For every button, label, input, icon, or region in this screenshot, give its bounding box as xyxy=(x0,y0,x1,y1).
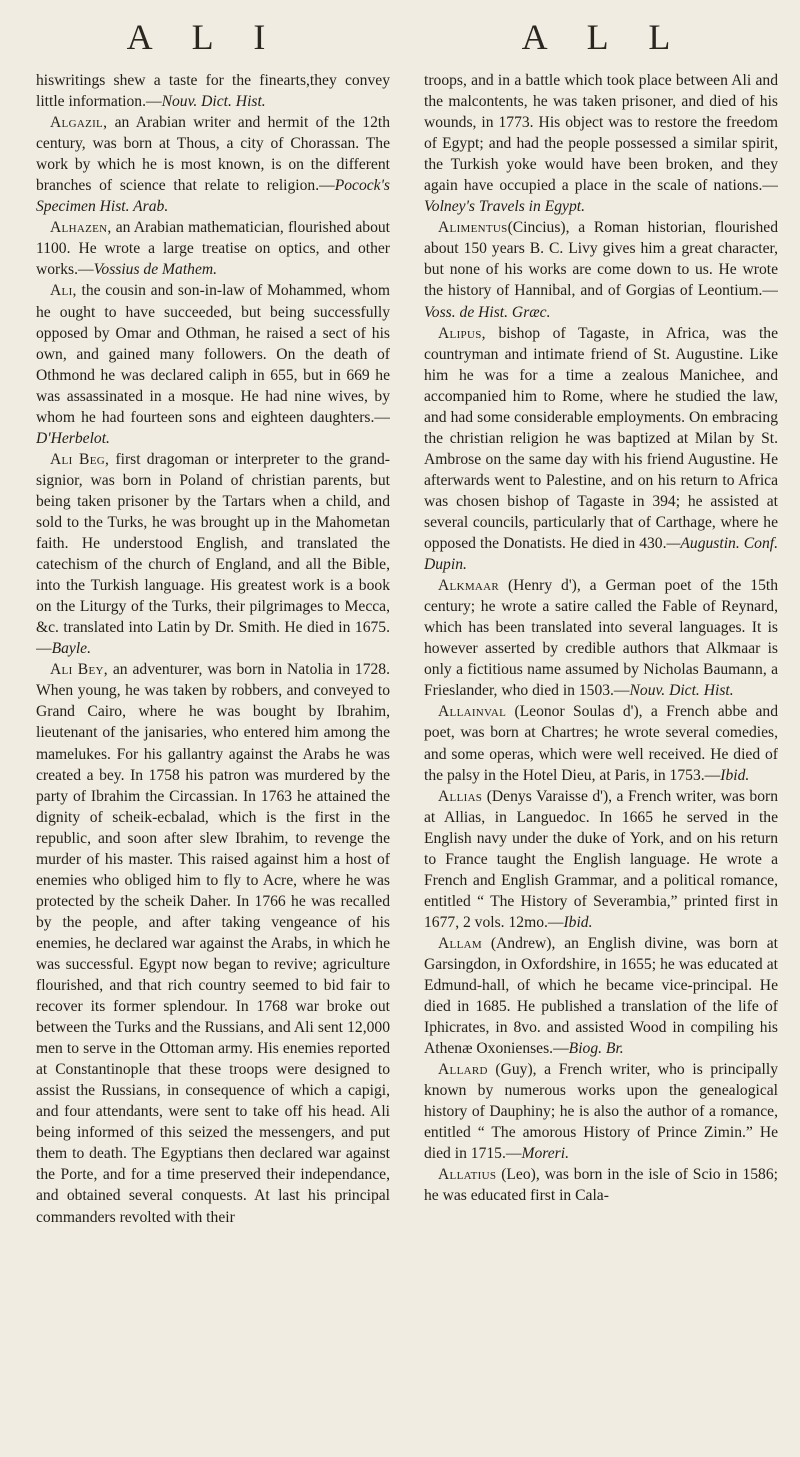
entry xyxy=(424,575,778,701)
entry xyxy=(36,70,390,112)
entry-name: Algazil, xyxy=(50,114,108,132)
entry-name: Allias xyxy=(438,787,483,805)
entry-text: troops, and in a battle which took place between Ali and the malcontents, he was taken prisoner, and died of his wounds, in 1773. His object was to restore the freedom of Egypt; and had the people possessed a similar spirit, the Turkish yoke would have been broken, and they again have occupied a place in the scale of nations.— xyxy=(424,72,778,195)
entry-text: (Guy), a French writer, who is principally known by numerous works upon the genealogical history of Dauphiny; he is also the author of a romance, entitled “ The amorous History of Prince Zimin.” He died in 1715.— xyxy=(424,1061,778,1163)
entry-name: Ali, xyxy=(50,282,77,300)
entry-text: the cousin and son-in-law of Mohammed, whom he ought to have succeeded, but being successfully opposed by Omar and Othman, he raised a sect of his own, and gained many followers. On the death of Othmond he was declared caliph in 655, but in 669 he was assassinated in a mosque. He had nine wives, by whom he had fourteen sons and eighteen daughters.— xyxy=(36,282,390,426)
header-right: A L L xyxy=(521,17,687,57)
entry-text: bishop of Tagaste, in Africa, was the countryman and intimate friend of St. Augustine. Like him he was for a time a zealous Manichee, and accompanied him to Rome, where he studied the law, and had some considerable employments. On embracing the christian religion he was baptized at Milan by St. Ambrose on the same day with his friend Augustine. He afterwards went to Palestine, and on his return to Africa was chosen bishop of Tagaste in 394; he assisted at several councils, particularly that of Carthage, where he opposed the Donatists. He died in 430. xyxy=(424,324,778,553)
entry-name: Alkmaar xyxy=(438,577,500,595)
running-header xyxy=(0,16,800,64)
entry-source: D'Herbelot. xyxy=(36,429,110,447)
entry xyxy=(36,112,390,217)
entry-source: Vossius de Mathem. xyxy=(93,261,218,279)
entry-name: Alhazen, xyxy=(50,219,112,237)
entry-name: Allatius xyxy=(438,1166,497,1184)
entry xyxy=(36,217,390,280)
entry xyxy=(36,659,390,1227)
entry-name: Ali Beg, xyxy=(50,450,110,468)
entry xyxy=(424,70,778,217)
entry xyxy=(424,1059,778,1164)
entry-source: Ibid. xyxy=(720,766,750,784)
entry-name: Allard xyxy=(438,1061,488,1079)
entry-name: Allam xyxy=(438,934,482,952)
entry-text: (Denys Varaisse d'), a French writer, was born at Allias, in Languedoc. In 1665 he served in the English navy under the duke of York, and on his return to France taught the English language. He wrote a French and English Grammar, and a political romance, entitled “ The History of Severambia,” printed first in 1677, 2 vols. 12mo.— xyxy=(424,787,778,931)
entry-text: (Cincius), a Roman historian, flourished about 150 years B. C. Livy gives him a great character, but none of his works are come down to us. He wrote the history of Hannibal, and of Gorgias of Leontium.— xyxy=(424,219,778,300)
entry-source: Biog. Br. xyxy=(568,1040,624,1058)
entry xyxy=(424,1164,778,1206)
entry-text: an adventurer, was born in Natolia in 1728. When young, he was taken by robbers, and conveyed to Grand Cairo, where he was bought by Ibrahim, lieutenant of the janisaries, who entered him among the mamelukes. For his gallantry against the Arabs he was created a bey. In 1758 his patron was murdered by the party of Ibrahim the Circassian. In 1763 he attained the dignity of scheik-ecbalad, which is the first in the republic, and soon after slew Ibrahim, to revenge the murder of his master. This raised against him a host of enemies who obliged him to fly to Acre, where he was protected by the scheik Daher. In 1766 he was recalled by the people, and after taking vengeance of his enemies, he declared war against the Arabs, in which he was successful. Egypt now began to revive; agriculture flourished, and that rich country seemed to bid fair to recover its former splendour. In 1768 war broke out between the Turks and the Russians, and Ali sent 12,000 men to serve in the Ottoman army. His enemies reported at Constantinople that these troops were designed to assist the Russians, in consequence of which a capigi, and four attendants, were sent to take off his head. Ali being informed of this seized the messengers, and put them to death. The Egyptians then declared war against the Porte, and for a time preserved their independance, and obtained several conquests. At last his principal commanders revolted with their xyxy=(36,661,390,1226)
entry xyxy=(424,786,778,933)
entry xyxy=(424,323,778,576)
entry-source: Voss. de Hist. Græc. xyxy=(424,303,551,321)
entry-text: (Leonor Soulas d'), a French abbe and poet, was born at Chartres; he wrote several comedies, and some operas, which were well received. He died of the palsy in the Hotel Dieu, at Paris, in 1753.— xyxy=(424,703,778,784)
entry-source: Moreri. xyxy=(521,1145,569,1163)
entry-name: Alipus, xyxy=(438,324,486,342)
entry-text: hiswritings shew a taste for the finearts,they convey little information.— xyxy=(36,72,390,111)
entry-text: an Arabian writer and hermit of the 12th century, was born at Thous, a city of Chorassan. The work by which he is most known, is on the different branches of science that relate to religion.— xyxy=(36,114,390,195)
entry-source: —Augustin. Conf. Dupin. xyxy=(424,535,778,574)
entry xyxy=(424,217,778,322)
entry-name: Allainval xyxy=(438,703,507,721)
entry xyxy=(36,449,390,659)
entry-name: Ali Bey, xyxy=(50,661,108,679)
entry-source: Volney's Travels in Egypt. xyxy=(424,198,585,216)
entry-text: (Andrew), an English divine, was born at Garsingdon, in Oxfordshire, in 1655; he was educated at Edmund-hall, of which he became vice-principal. He died in 1685. He published a translation of the life of Iphicrates, in 8vo. and assisted Wood in compiling his Athenæ Oxonienses.— xyxy=(424,934,778,1058)
entry-source: Ibid. xyxy=(563,913,593,931)
entry xyxy=(424,933,778,1059)
entry-source: Pocock's Specimen Hist. Arab. xyxy=(36,177,390,216)
entry-source: Nouv. Dict. Hist. xyxy=(629,682,734,700)
entry-name: Alimentus xyxy=(438,219,508,237)
entry-text: first dragoman or interpreter to the grand-signior, was born in Poland of christian parents, but being taken prisoner by the Tartars when a child, and sold to the Turks, he was brought up in the Mahometan faith. He understood English, and translated the catechism of the church of England, and all the Bible, into the Turkish language. His greatest work is a book on the Liturgy of the Turks, their pilgrimages to Mecca, &c. translated into Latin by Dr. Smith. He died in 1675.— xyxy=(36,450,390,658)
entry-text: (Henry d'), a German poet of the 15th century; he wrote a satire called the Fable of Reynard, which has been translated into several languages. It is however asserted by credible authors that Alkmaar is only a fictitious name assumed by Nicholas Baumann, a Frieslander, who died in 1503.— xyxy=(424,577,778,700)
entry-source: Nouv. Dict. Hist. xyxy=(161,93,266,111)
left-column xyxy=(36,70,390,1450)
entry-text: (Leo), was born in the isle of Scio in 1586; he was educated first in Cala- xyxy=(424,1166,778,1205)
entry xyxy=(36,280,390,448)
entry-source: Bayle. xyxy=(51,640,91,658)
entry xyxy=(424,701,778,785)
right-column xyxy=(424,70,778,1450)
header-left: A L I xyxy=(126,17,282,57)
entry-text: an Arabian mathematician, flourished about 1100. He wrote a large treatise on optics, and other works.— xyxy=(36,219,390,279)
